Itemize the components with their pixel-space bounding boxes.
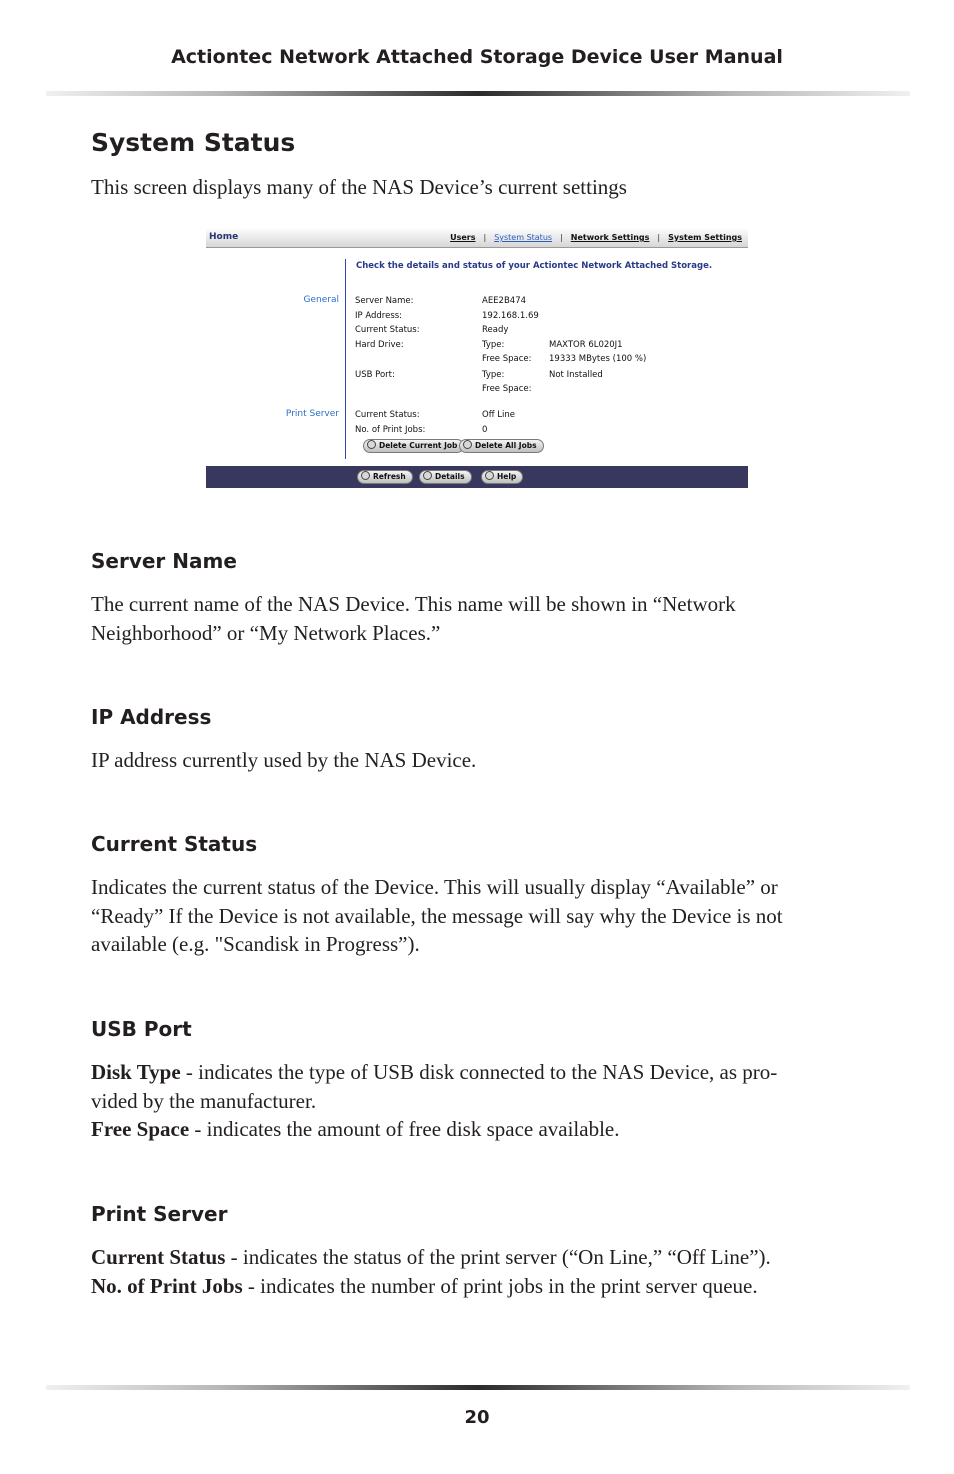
- ip-address-heading: IP Address: [91, 705, 212, 729]
- current-status-value: Ready: [482, 325, 509, 335]
- print-jobs-term: No. of Print Jobs: [91, 1273, 243, 1298]
- print-status-term: Current Status: [91, 1245, 226, 1269]
- usb-port-type-label: Type:: [482, 370, 505, 380]
- radio-dot-icon: [423, 471, 432, 480]
- running-header: Actiontec Network Attached Storage Device User Manual: [171, 46, 783, 68]
- footer-rule: [46, 1385, 910, 1390]
- text-line: IP address currently used by the NAS Device.: [91, 748, 477, 772]
- server-name-label: Server Name:: [355, 296, 414, 306]
- usb-port-label: USB Port:: [355, 370, 395, 380]
- details-label: Details: [435, 472, 465, 481]
- ip-address-label: IP Address:: [355, 311, 403, 321]
- radio-dot-icon: [367, 440, 376, 449]
- delete-current-job-button[interactable]: [363, 439, 464, 453]
- nav-users[interactable]: Users: [450, 233, 476, 242]
- server-name-heading: Server Name: [91, 549, 237, 573]
- radio-dot-icon: [485, 471, 494, 480]
- details-button[interactable]: [419, 470, 472, 484]
- text-line: Neighborhood” or “My Network Places.”: [91, 620, 441, 645]
- screenshot-nav: Users | System Status | Network Settings | System Settings: [450, 233, 742, 242]
- disk-type-desc: - indicates the type of USB disk connected to the NAS Device, as pro-: [180, 1060, 778, 1084]
- delete-all-jobs-label: Delete All Jobs: [475, 441, 537, 450]
- system-status-screenshot: [206, 229, 748, 488]
- screenshot-footer-bar: [206, 466, 748, 488]
- header-rule: [46, 91, 910, 96]
- text-line: vided by the manufacturer.: [91, 1088, 317, 1113]
- text-line: The current name of the NAS Device. This name will be shown in “Network: [91, 592, 736, 616]
- help-label: Help: [497, 472, 517, 481]
- hard-drive-type-value: MAXTOR 6L020J1: [549, 340, 623, 350]
- screenshot-nav-bar: [206, 229, 748, 248]
- hard-drive-free-label: Free Space:: [482, 354, 532, 364]
- usb-port-free-label: Free Space:: [482, 384, 532, 394]
- hard-drive-free-value: 19333 MBytes (100 %): [549, 354, 647, 364]
- nav-system-settings[interactable]: System Settings: [668, 233, 742, 242]
- disk-type-term: Disk Type: [91, 1060, 181, 1084]
- general-section-label: General: [303, 295, 339, 305]
- print-server-text: [91, 1243, 851, 1300]
- delete-all-jobs-button[interactable]: [459, 439, 544, 453]
- hard-drive-type-label: Type:: [482, 340, 505, 350]
- intro-paragraph: This screen displays many of the NAS Device’s current settings: [91, 175, 627, 199]
- nav-network-settings[interactable]: Network Settings: [570, 233, 650, 242]
- usb-port-heading: USB Port: [91, 1017, 192, 1041]
- ip-address-value: 192.168.1.69: [482, 311, 539, 321]
- page-title: System Status: [91, 128, 296, 157]
- usb-port-type-value: Not Installed: [549, 370, 603, 380]
- usb-port-text: [91, 1058, 851, 1144]
- text-line: [91, 1115, 851, 1144]
- radio-dot-icon: [463, 440, 472, 449]
- text-line: “Ready” If the Device is not available, the message will say why the Device is not: [91, 903, 783, 928]
- current-status-heading: Current Status: [91, 832, 258, 856]
- screenshot-intro: Check the details and status of your Actiontec Network Attached Storage.: [356, 261, 713, 271]
- print-jobs-desc: - indicates the number of print jobs in the print server queue.: [242, 1273, 758, 1298]
- refresh-label: Refresh: [373, 472, 406, 481]
- hard-drive-label: Hard Drive:: [355, 340, 404, 350]
- print-jobs-label: No. of Print Jobs:: [355, 425, 426, 435]
- refresh-button[interactable]: [357, 470, 413, 484]
- text-line: [91, 1058, 851, 1087]
- server-name-value: AEE2B474: [482, 296, 527, 306]
- print-status-desc: - indicates the status of the print server (“On Line,” “Off Line”).: [225, 1245, 771, 1269]
- print-status-value: Off Line: [482, 410, 515, 420]
- ip-address-text: [91, 746, 851, 775]
- current-status-label: Current Status:: [355, 325, 420, 335]
- nav-system-status[interactable]: System Status: [494, 233, 553, 242]
- page-number: 20: [464, 1407, 490, 1428]
- section-divider: [345, 259, 346, 459]
- text-line: [91, 1272, 851, 1301]
- print-server-section-label: Print Server: [285, 409, 339, 419]
- free-space-term: Free Space: [91, 1117, 190, 1141]
- text-line: Indicates the current status of the Device. This will usually display “Available” or: [91, 875, 778, 899]
- free-space-desc: - indicates the amount of free disk space available.: [189, 1117, 620, 1141]
- help-button[interactable]: [481, 470, 523, 484]
- home-link[interactable]: Home: [209, 232, 239, 242]
- text-line: [91, 1243, 851, 1272]
- print-server-heading: Print Server: [91, 1202, 228, 1226]
- radio-dot-icon: [361, 471, 370, 480]
- print-status-label: Current Status:: [355, 410, 420, 420]
- server-name-text: [91, 590, 851, 647]
- delete-current-job-label: Delete Current Job: [379, 441, 458, 450]
- print-jobs-value: 0: [482, 425, 488, 435]
- text-line: available (e.g. "Scandisk in Progress”).: [91, 932, 420, 956]
- current-status-text: [91, 873, 851, 959]
